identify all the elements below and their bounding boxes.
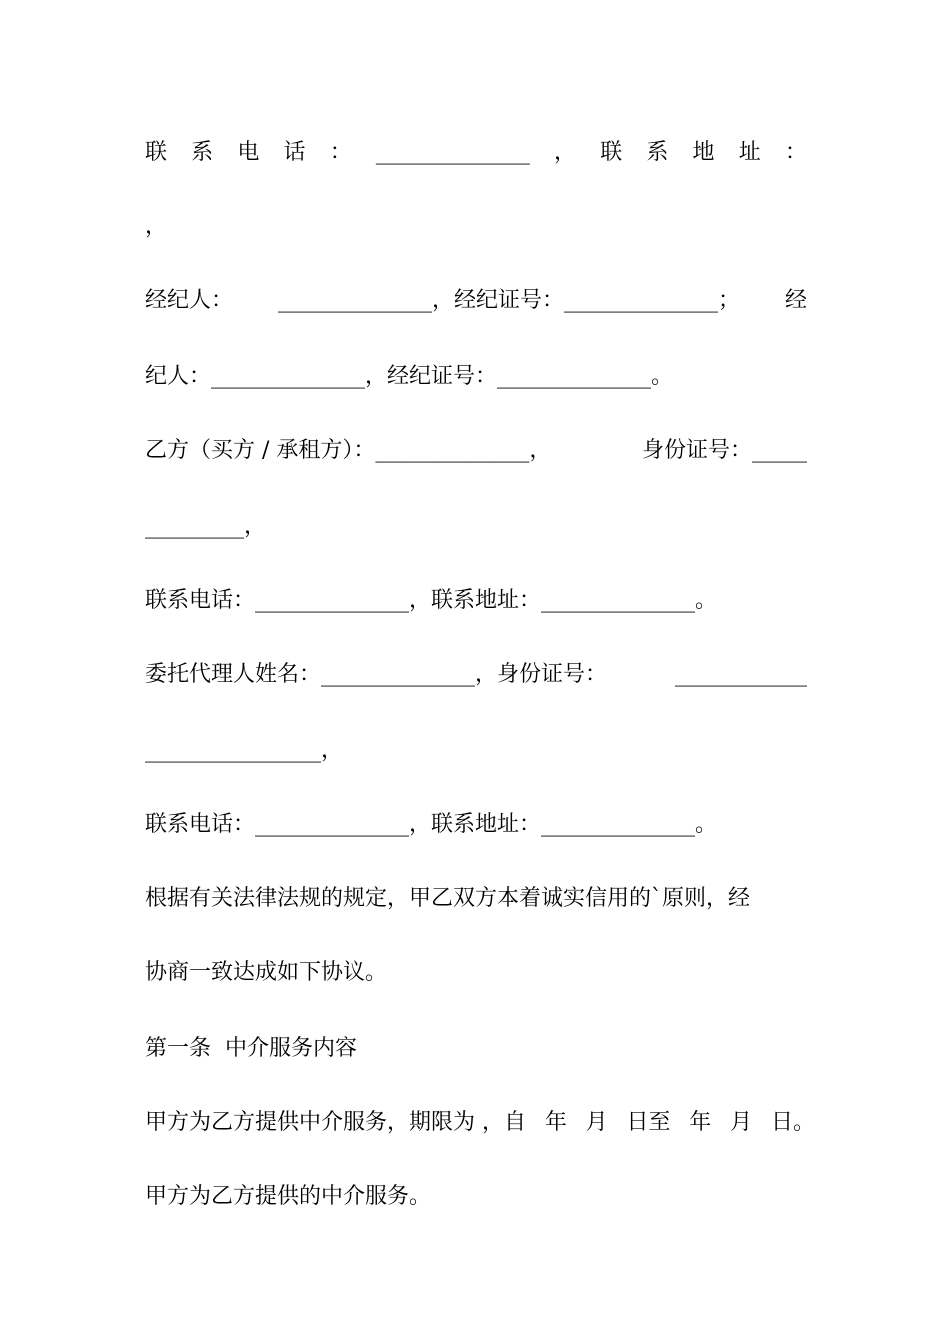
line-part: ______________ bbox=[375, 140, 530, 165]
line-part: 甲方为乙方提供中介服务，期限为 ，自 bbox=[145, 1110, 526, 1135]
line-comma: ， bbox=[145, 214, 168, 239]
line-part: 系 bbox=[191, 140, 214, 165]
line-broker-2: 纪人：______________，经纪证号：______________。 bbox=[145, 364, 674, 389]
line-agent-id-cont: ________________， bbox=[145, 738, 344, 763]
line-contact-1 bbox=[145, 138, 807, 168]
line-contact-3: 联系电话：______________，联系地址：______________。 bbox=[145, 812, 718, 837]
line-part: 月 bbox=[730, 1110, 753, 1135]
line-part: 址 bbox=[738, 140, 761, 165]
line-service-period bbox=[145, 1108, 815, 1138]
line-part: 乙方（买方 / 承租方）：______________， bbox=[145, 438, 552, 463]
line-part: ______________，经纪证号：______________； bbox=[277, 288, 740, 313]
line-part: 委托代理人姓名：______________，身份证号： bbox=[145, 662, 608, 687]
line-part: ： bbox=[784, 140, 807, 165]
line-id-cont: _________， bbox=[145, 514, 267, 539]
section-heading-1: 第一条 中介服务内容 bbox=[145, 1036, 357, 1061]
line-part: 经纪人： bbox=[145, 288, 234, 313]
line-part: 地 bbox=[692, 140, 715, 165]
line-part: 年 bbox=[689, 1110, 712, 1135]
line-party-b bbox=[145, 436, 807, 466]
line-part: 联 bbox=[145, 140, 168, 165]
line-basis-2: 协商一致达成如下协议。 bbox=[145, 960, 388, 985]
line-contact-2: 联系电话：______________，联系地址：______________。 bbox=[145, 588, 718, 613]
line-part: 日。 bbox=[770, 1110, 815, 1135]
line-service-desc: 甲方为乙方提供的中介服务。 bbox=[145, 1184, 432, 1209]
line-part: 话 bbox=[283, 140, 306, 165]
line-part: 日至 bbox=[626, 1110, 671, 1135]
line-agent bbox=[145, 660, 807, 690]
line-part: 经 bbox=[784, 288, 807, 313]
line-part: 月 bbox=[585, 1110, 608, 1135]
line-part: ： bbox=[329, 140, 352, 165]
line-part: 联 bbox=[600, 140, 623, 165]
line-broker-1 bbox=[145, 286, 807, 316]
line-part: 系 bbox=[646, 140, 669, 165]
line-part: 年 bbox=[544, 1110, 567, 1135]
line-part: 身份证号：_____ bbox=[641, 438, 807, 463]
line-basis-1: 根据有关法律法规的规定，甲乙双方本着诚实信用的`原则，经 bbox=[145, 886, 751, 911]
line-part: ， bbox=[554, 140, 577, 165]
line-part: 电 bbox=[237, 140, 260, 165]
line-part: ____________ bbox=[675, 662, 807, 687]
